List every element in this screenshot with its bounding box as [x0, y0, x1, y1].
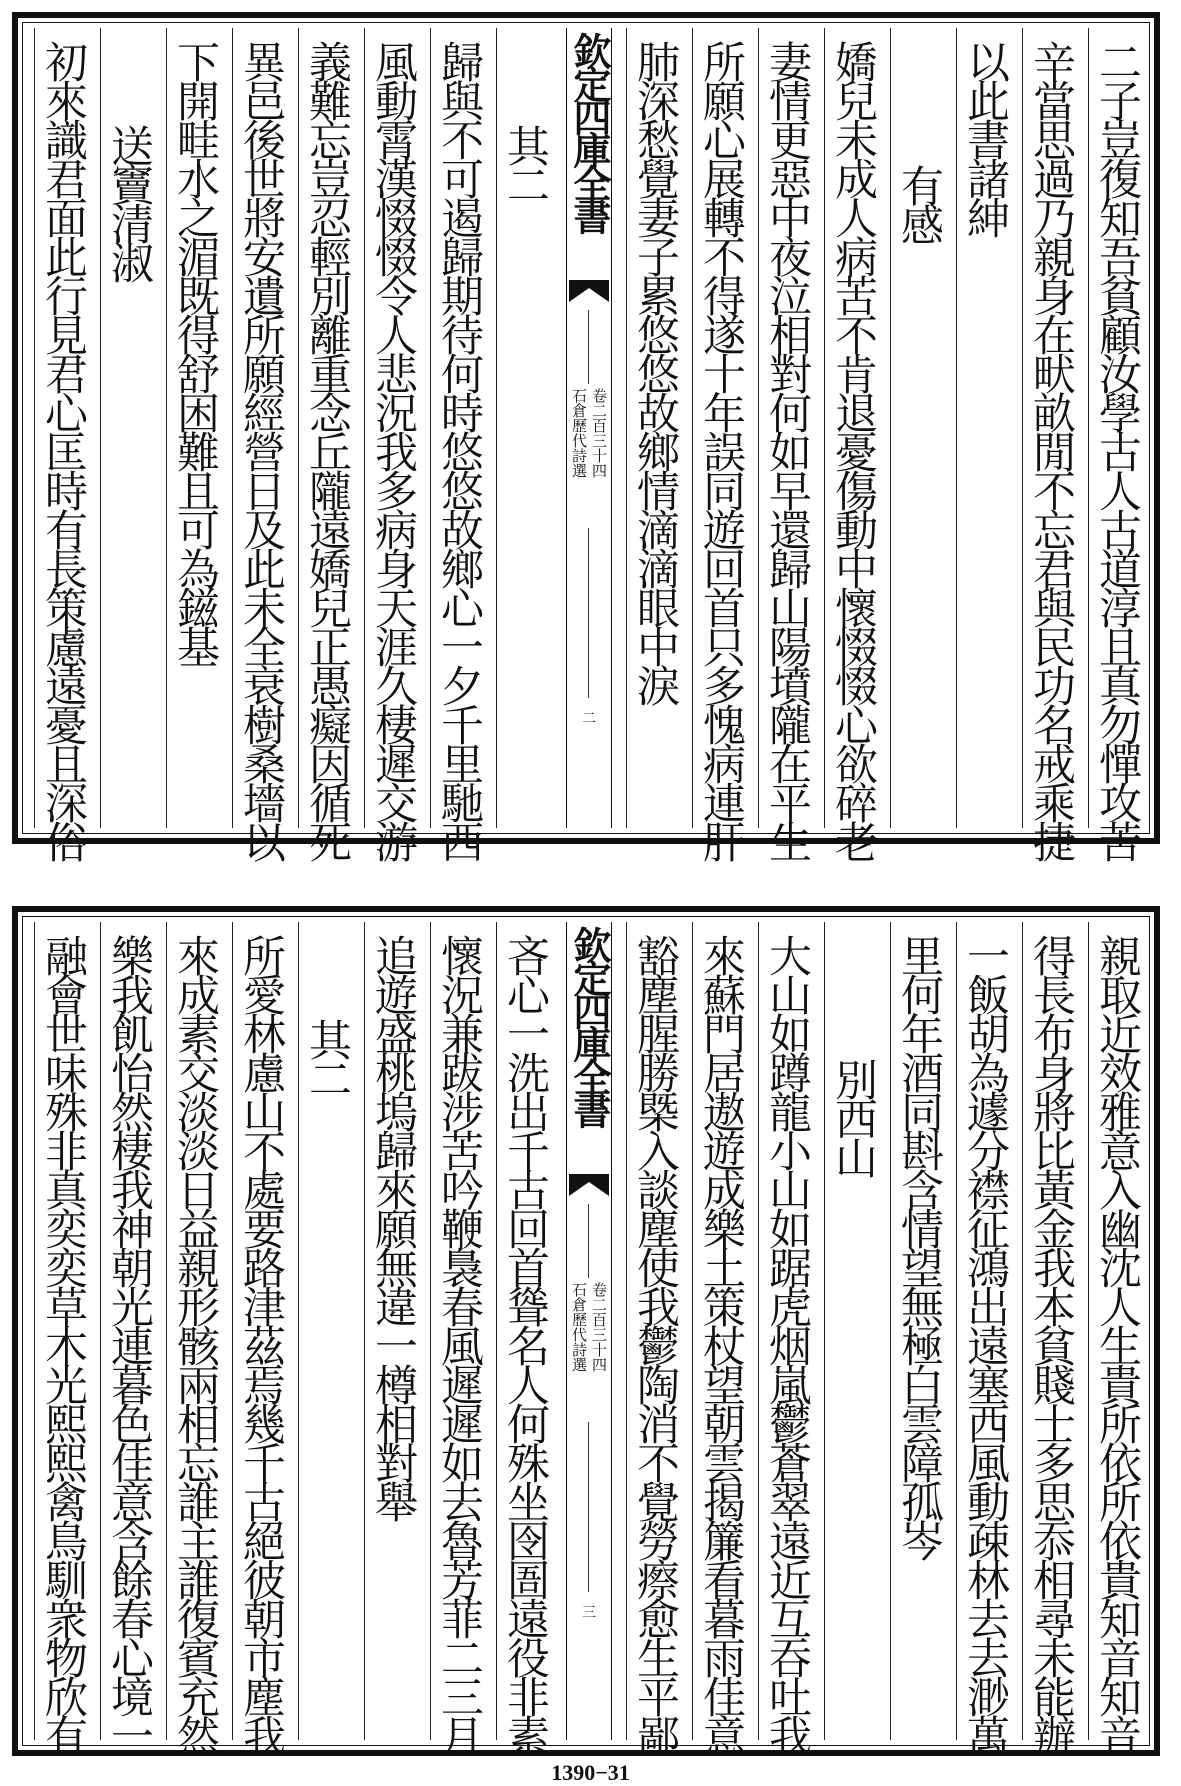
text-column: 嬌兒未成人病苦不肯退憂傷動中懷惙惙心欲碎老: [824, 28, 882, 828]
text-column: 來蘇門居遨遊成樂土策杖望朝雲揭簾看暮雨佳意: [692, 922, 750, 1740]
page-footer-number: 1390−31: [551, 1760, 630, 1785]
text-column: 樂我飢怡然棲我神朝光連暮色佳意含餘春心境一: [100, 922, 158, 1740]
juan-number: 卷二百三十四: [590, 1282, 608, 1372]
text-column: 懷況兼跋涉苦吟鞭裊春風遲遲如去魯芳菲二三月: [430, 922, 488, 1740]
text-column: 融會世味殊非真奕奕草木光熙熙禽鳥馴衆物欣有: [34, 922, 92, 1740]
fold-line: [588, 1204, 589, 1278]
text-column: 下開畦水之湄既得舒困難且可為鎡基: [166, 28, 224, 828]
text-column: 異邑後世將安遺所願經營日及此未全衰樹桑墻以: [232, 28, 290, 828]
left-half: [26, 922, 554, 1753]
page-top: [12, 12, 1160, 859]
text-column: 肺深愁覺妻子累悠悠故鄉情滴滴眼中淚: [626, 28, 684, 828]
fish-tail-mark-icon: [569, 1170, 609, 1200]
folio-number: 三: [582, 1605, 596, 1621]
text-column: 豁塵腥勝槩入談塵使我鬱陶消不覺勞瘵愈生平鄙: [626, 922, 684, 1740]
right-half: [618, 28, 1146, 859]
text-column: 所願心展轉不得遂十年誤同遊回首只多愧病連肝: [692, 28, 750, 828]
center-fold: [566, 28, 612, 828]
poem-title-column: 送竇清淑: [100, 28, 158, 828]
fish-tail-mark-icon: [569, 276, 609, 306]
text-column: 義難忘豈忍輕別離重念丘隴遠嬌兒正愚癡因循死: [298, 28, 356, 828]
text-column: 妻情更惡中夜泣相對何如早還歸山陽墳隴在平生: [758, 28, 816, 828]
fold-line: [588, 310, 589, 384]
folio-number: 二: [582, 711, 596, 727]
text-column: 所愛林慮山不處要路津茲焉幾千古絕彼朝市塵我: [232, 922, 290, 1740]
fold-line: [588, 1422, 589, 1592]
source-title: 石倉歷代詩選: [570, 388, 588, 478]
page-bottom: [12, 906, 1160, 1756]
text-column: 親取近效雅意入幽沈人生貴所依所依貴知音知音: [1088, 922, 1146, 1740]
collection-title: 欽定四庫全書: [567, 926, 612, 1124]
text-column: 一飯胡為遽分襟征鴻出遠塞西風動疎林去去渺萬: [956, 922, 1014, 1740]
poem-title-column: 其二: [496, 28, 554, 828]
text-column: 辛當思過乃親身在畎畝閒不忘君與民功名戒乘捷: [1022, 28, 1080, 828]
collection-title: 欽定四庫全書: [567, 32, 612, 230]
text-column: 大山如蹲龍小山如踞虎烟嵐鬱蒼翠遠近互吞吐我: [758, 922, 816, 1740]
poem-title-column: 別西山: [824, 922, 882, 1740]
text-column: 二子豈復知吾貧顧汝學古人古道淳且真勿憚攻苦: [1088, 28, 1146, 828]
text-column: 來成素交淡淡日益親形骸兩相忘誰主誰復賓充然: [166, 922, 224, 1740]
fold-line: [588, 528, 589, 698]
text-column: 以此書諸紳: [956, 28, 1014, 828]
text-column: 風動霄漢惙惙令人悲況我多病身天涯久棲遲交游: [364, 28, 422, 828]
text-column: 里何年酒同斟含情望無極白雲障孤岑: [890, 922, 948, 1740]
center-fold: [566, 922, 612, 1740]
left-half: [26, 28, 554, 859]
right-half: [618, 922, 1146, 1753]
text-column: 追遊盛桃塢歸來願無違一樽相對舉: [364, 922, 422, 1740]
text-column: 吝心一洗出千古回首聳名人何殊坐囹圄遠役非素: [496, 922, 554, 1740]
text-column: 初來識君面此行見君心匡時有長策慮遠憂且深俗: [34, 28, 92, 828]
source-title: 石倉歷代詩選: [570, 1282, 588, 1372]
poem-title-column: 其二: [298, 922, 356, 1740]
juan-number: 卷二百三十四: [590, 388, 608, 478]
text-column: 歸與不可遏歸期待何時悠悠故鄉心一夕千里馳西: [430, 28, 488, 828]
poem-title-column: 有感: [890, 28, 948, 828]
text-column: 得長布身將比黃金我本貧賤士多思忝相尋未能辦: [1022, 922, 1080, 1740]
